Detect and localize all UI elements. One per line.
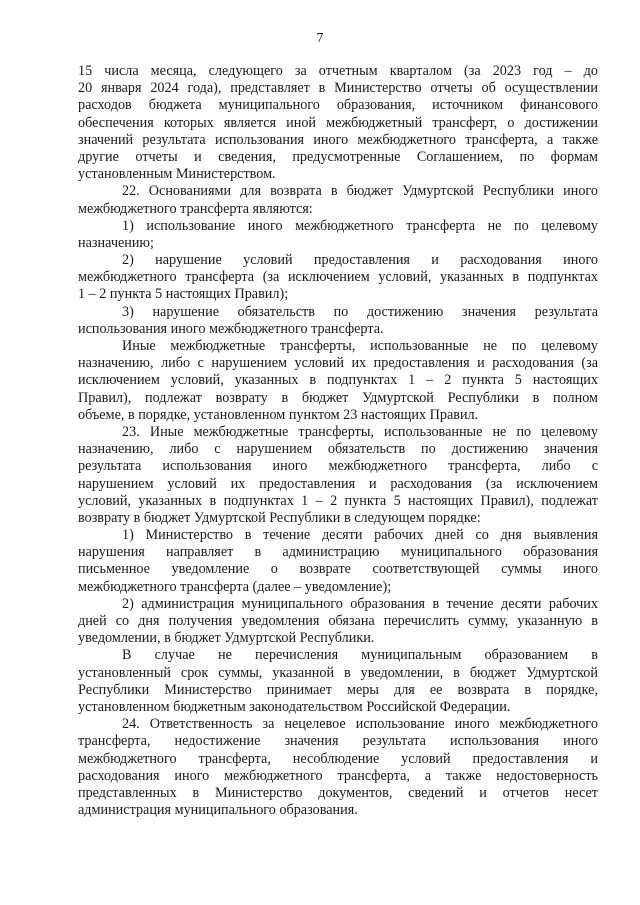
page-number: 7: [316, 31, 324, 46]
text-line: использования иного межбюджетного трансферта.: [78, 320, 384, 337]
text-line: исключением условий, указанных в подпунктах 1 – 2 пункта 5 настоящих: [78, 372, 598, 389]
text-line: трансферта, недостижение значения результата использования иного: [78, 733, 598, 750]
text-line: 3) нарушение обязательств по достижению значения результата: [122, 303, 598, 320]
text-line: 24. Ответственность за нецелевое использование иного межбюджетного: [122, 716, 598, 733]
text-line: Республики Министерство принимает меры для ее возврата в порядке,: [78, 681, 598, 698]
text-line: установленном бюджетным законодательством Российской Федерации.: [78, 698, 511, 715]
text-line: межбюджетного трансферта (далее – уведомление);: [78, 578, 392, 595]
text-line: 15 числа месяца, следующего за отчетным кварталом (за 2023 год – до: [78, 63, 598, 79]
text-line: назначению, либо с нарушением условий их предоставления и расходования (за: [78, 355, 598, 372]
text-line: 20 января 2024 года), представляет в Министерство отчеты об осуществлении: [78, 80, 598, 97]
text-line: назначению;: [78, 234, 154, 251]
text-line: установленным Министерством.: [78, 166, 276, 183]
text-line: значений результата использования иного межбюджетного трансферта, а также: [78, 131, 598, 148]
text-line: Иные межбюджетные трансферты, использованные не по целевому: [122, 338, 598, 354]
text-line: расходов бюджета муниципального образования, источником финансового: [78, 97, 598, 114]
text-line: возврату в бюджет Удмуртской Республики в следующем порядке:: [78, 509, 481, 526]
text-line: В случае не перечисления муниципальным образованием в: [122, 647, 598, 664]
text-line: 1 – 2 пункта 5 настоящих Правил);: [78, 286, 289, 303]
text-line: другие отчеты и сведения, предусмотренные Соглашением, по формам: [78, 148, 598, 165]
text-line: письменное уведомление о возврате соответствующей суммы иного: [78, 561, 598, 578]
text-line: межбюджетного трансферта, несоблюдение условий предоставления и: [78, 750, 598, 767]
text-line: нарушением условий их предоставления и расходования (за исключением: [78, 475, 598, 492]
text-line: условий, указанных в подпунктах 1 – 2 пункта 5 настоящих Правил), подлежат: [78, 492, 598, 509]
text-line: 1) Министерство в течение десяти рабочих дней со дня выявления: [122, 527, 598, 544]
text-line: уведомлении, в бюджет Удмуртской Республики.: [78, 630, 375, 647]
text-line: 23. Иные межбюджетные трансферты, использованные не по целевому: [122, 423, 598, 440]
text-line: результата использования иного межбюджетного трансферта, либо с: [78, 458, 598, 475]
text-line: 2) администрация муниципального образования в течение десяти рабочих: [122, 595, 598, 612]
text-line: Правил), подлежат возврату в бюджет Удмуртской Республики в полном: [78, 389, 598, 406]
text-line: 1) использование иного межбюджетного трансферта не по целевому: [122, 217, 598, 234]
text-line: нарушения направляет в администрацию муниципального образования: [78, 544, 598, 561]
text-line: расходования иного межбюджетного трансферта, а также недостоверность: [78, 767, 598, 784]
text-line: дней со дня получения уведомления обязана перечислить сумму, указанную в: [78, 613, 598, 629]
text-line: представленных в Министерство документов, сведений и отчетов несет: [78, 784, 598, 801]
text-line: 2) нарушение условий предоставления и расходования иного: [122, 252, 598, 269]
text-line: назначению, либо с нарушением обязательств по достижению значения: [78, 441, 598, 458]
text-line: установленный срок суммы, указанной в уведомлении, в бюджет Удмуртской: [78, 664, 598, 681]
text-line: 22. Основаниями для возврата в бюджет Удмуртской Республики иного: [122, 183, 598, 200]
text-line: межбюджетного трансферта являются:: [78, 200, 313, 217]
text-line: объеме, в порядке, установленном пунктом 23 настоящих Правил.: [78, 406, 479, 423]
text-line: обеспечения которых является иной межбюджетный трансферт, о достижении: [78, 114, 598, 131]
text-line: межбюджетного трансферта (за исключением условий, указанных в подпунктах: [78, 269, 598, 286]
text-line: администрация муниципального образования.: [78, 802, 358, 819]
document-body: [78, 63, 598, 819]
